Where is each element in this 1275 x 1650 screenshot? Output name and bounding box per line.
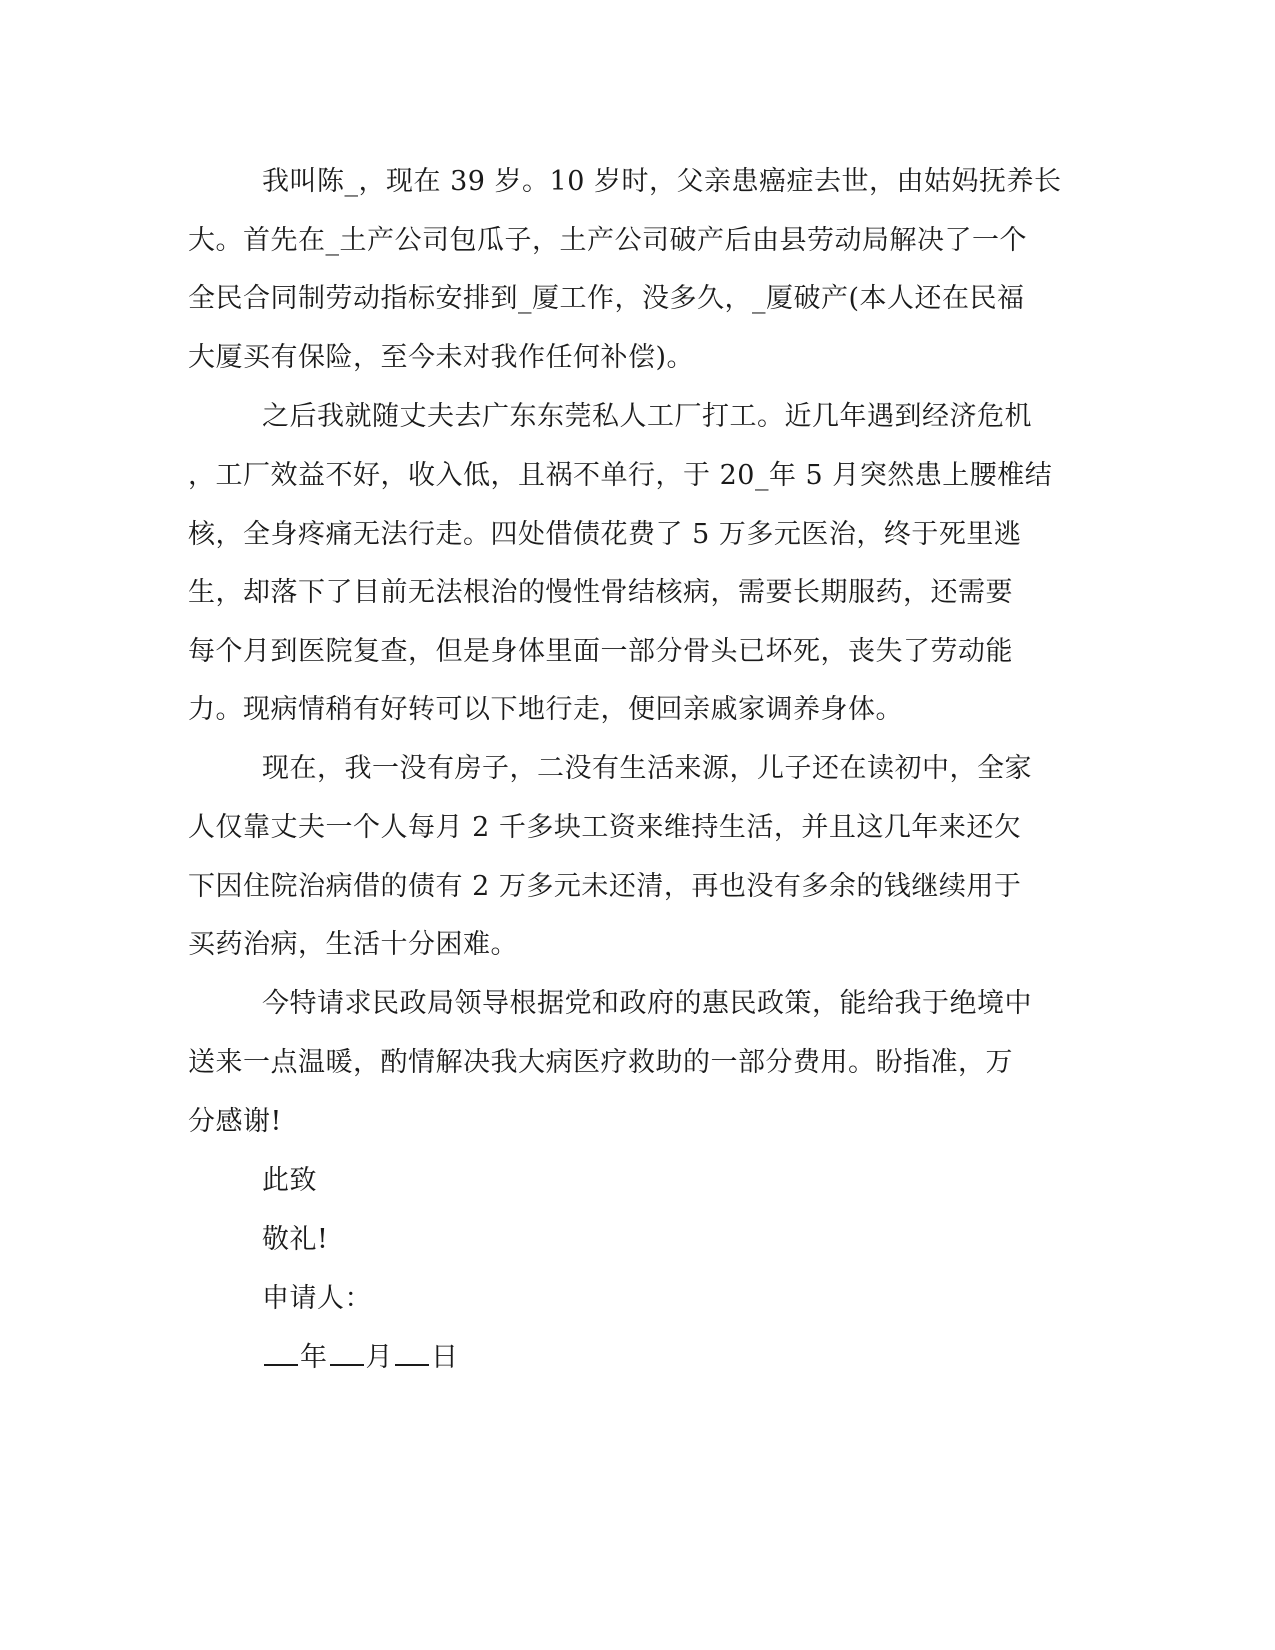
year-label: 年 [300, 1342, 328, 1373]
paragraph-3-line-3: 下因住院治病借的债有 2 万多元未还清，再也没有多余的钱继续用于 [188, 871, 1022, 902]
date-line [262, 1338, 459, 1378]
year-blank [264, 1338, 298, 1366]
paragraph-2-line-3: 核，全身疼痛无法行走。四处借债花费了 5 万多元医治，终于死里逃 [188, 519, 1022, 550]
paragraph-4-line-2: 送来一点温暖，酌情解决我大病医疗救助的一部分费用。盼指准，万 [188, 1047, 1013, 1078]
paragraph-2-line-5: 每个月到医院复查，但是身体里面一部分骨头已坏死，丧失了劳动能 [188, 636, 1013, 667]
paragraph-1-line-3: 全民合同制劳动指标安排到_厦工作，没多久，_厦破产(本人还在民福 [188, 283, 1025, 314]
paragraph-2-line-2: ，工厂效益不好，收入低，且祸不单行，于 20_年 5 月突然患上腰椎结 [188, 460, 1053, 491]
month-label: 月 [365, 1342, 393, 1373]
applicant-label: 申请人： [262, 1283, 372, 1314]
paragraph-2-line-1: 之后我就随丈夫去广东东莞私人工厂打工。近几年遇到经济危机 [262, 401, 1032, 432]
paragraph-4-line-3: 分感谢! [188, 1106, 282, 1137]
closing-salutation-1: 此致 [262, 1165, 317, 1196]
paragraph-1-line-2: 大。首先在_土产公司包瓜子，土产公司破产后由县劳动局解决了一个 [188, 225, 1027, 256]
month-blank [330, 1338, 364, 1366]
paragraph-3-line-4: 买药治病，生活十分困难。 [188, 929, 518, 960]
paragraph-1-line-4: 大厦买有保险，至今未对我作任何补偿)。 [188, 342, 695, 373]
paragraph-1-line-1: 我叫陈_，现在 39 岁。10 岁时，父亲患癌症去世，由姑妈抚养长 [262, 166, 1062, 197]
paragraph-3-line-1: 现在，我一没有房子，二没有生活来源，儿子还在读初中，全家 [262, 753, 1032, 784]
day-blank [395, 1338, 429, 1366]
paragraph-4-line-1: 今特请求民政局领导根据党和政府的惠民政策，能给我于绝境中 [262, 988, 1032, 1019]
letter-body [188, 0, 1068, 1650]
closing-salutation-2: 敬礼! [262, 1224, 329, 1255]
paragraph-2-line-4: 生，却落下了目前无法根治的慢性骨结核病，需要长期服药，还需要 [188, 577, 1013, 608]
paragraph-2-line-6: 力。现病情稍有好转可以下地行走，便回亲戚家调养身体。 [188, 694, 903, 725]
day-label: 日 [431, 1342, 459, 1373]
paragraph-3-line-2: 人仅靠丈夫一个人每月 2 千多块工资来维持生活，并且这几年来还欠 [188, 812, 1022, 843]
